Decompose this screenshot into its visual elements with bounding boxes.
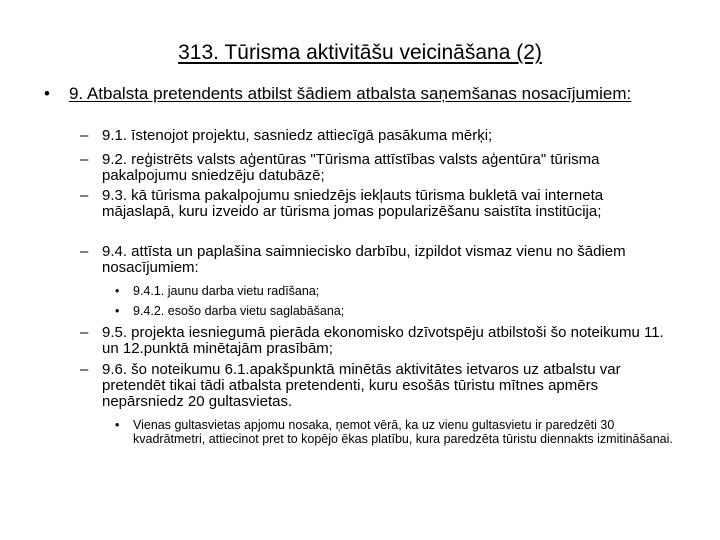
dash-glyph: – bbox=[80, 324, 89, 341]
list-item-9 bbox=[44, 85, 674, 103]
list-item-9-4-1-text: 9.4.1. jaunu darba vietu radīšana; bbox=[133, 284, 320, 298]
dash-glyph: – bbox=[80, 127, 89, 144]
list-item-9-text: 9. Atbalsta pretendents atbilst šādiem atbalsta saņemšanas nosacījumiem: bbox=[69, 84, 632, 103]
list-item-9-4-2 bbox=[115, 304, 675, 318]
list-item-9-2-text: 9.2. reģistrēts valsts aģentūras "Tūrisma attīstības valsts aģentūra" tūrisma pakalpojumu sniedzēju datubāzē; bbox=[102, 151, 600, 184]
sub-bullet-glyph: • bbox=[115, 284, 120, 298]
bullet-glyph: • bbox=[44, 84, 50, 103]
dash-glyph: – bbox=[80, 151, 89, 168]
dash-glyph: – bbox=[80, 361, 89, 378]
list-item-9-2 bbox=[80, 152, 660, 184]
list-item-9-6-text: 9.6. šo noteikumu 6.1.apakšpunktā minētās aktivitātes ietvaros uz atbalstu var pretendēt tikai tādi atbalsta pretendenti, kuru esošās tūristu mītnes apmērs nepārsniedz 20 gultasvietas. bbox=[102, 361, 621, 410]
list-item-9-5 bbox=[80, 325, 680, 357]
list-item-9-3 bbox=[80, 188, 660, 220]
list-item-9-6 bbox=[80, 362, 680, 410]
dash-glyph: – bbox=[80, 243, 89, 260]
list-item-9-3-text: 9.3. kā tūrisma pakalpojumu sniedzējs iekļauts tūrisma bukletā vai interneta mājaslapā, kuru izveido ar tūrisma jomas popularizēšanu saistīta institūcija; bbox=[102, 187, 604, 220]
list-item-9-4-2-text: 9.4.2. esošo darba vietu saglabāšana; bbox=[133, 304, 345, 318]
list-item-9-1-text: 9.1. īstenojot projektu, sasniedz attiecīgā pasākuma mērķi; bbox=[102, 127, 493, 144]
list-item-9-4-1 bbox=[115, 284, 675, 298]
list-item-9-4-text: 9.4. attīsta un paplašina saimniecisko darbību, izpildot vismaz vienu no šādiem nosacījumiem: bbox=[102, 243, 626, 276]
sub-bullet-glyph: • bbox=[115, 304, 120, 318]
list-item-9-5-text: 9.5. projekta iesniegumā pierāda ekonomisko dzīvotspēju atbilstoši šo noteikumu 11. un 12.punktā minētajām prasībām; bbox=[102, 324, 664, 357]
list-item-note bbox=[115, 418, 675, 446]
slide-title: 313. Tūrisma aktivitāšu veicināšana (2) bbox=[178, 41, 542, 64]
sub-bullet-glyph: • bbox=[115, 418, 120, 432]
list-item-9-4 bbox=[80, 244, 680, 276]
dash-glyph: – bbox=[80, 187, 89, 204]
list-item-9-1 bbox=[80, 128, 680, 144]
list-item-note-text: Vienas gultasvietas apjomu nosaka, ņemot vērā, ka uz vienu gultasvietu ir paredzēti 30 kvadrātmetri, attiecinot pret to kopējo ēkas platību, kura paredzēta tūristu diennakts izmitināšanai. bbox=[133, 418, 673, 446]
